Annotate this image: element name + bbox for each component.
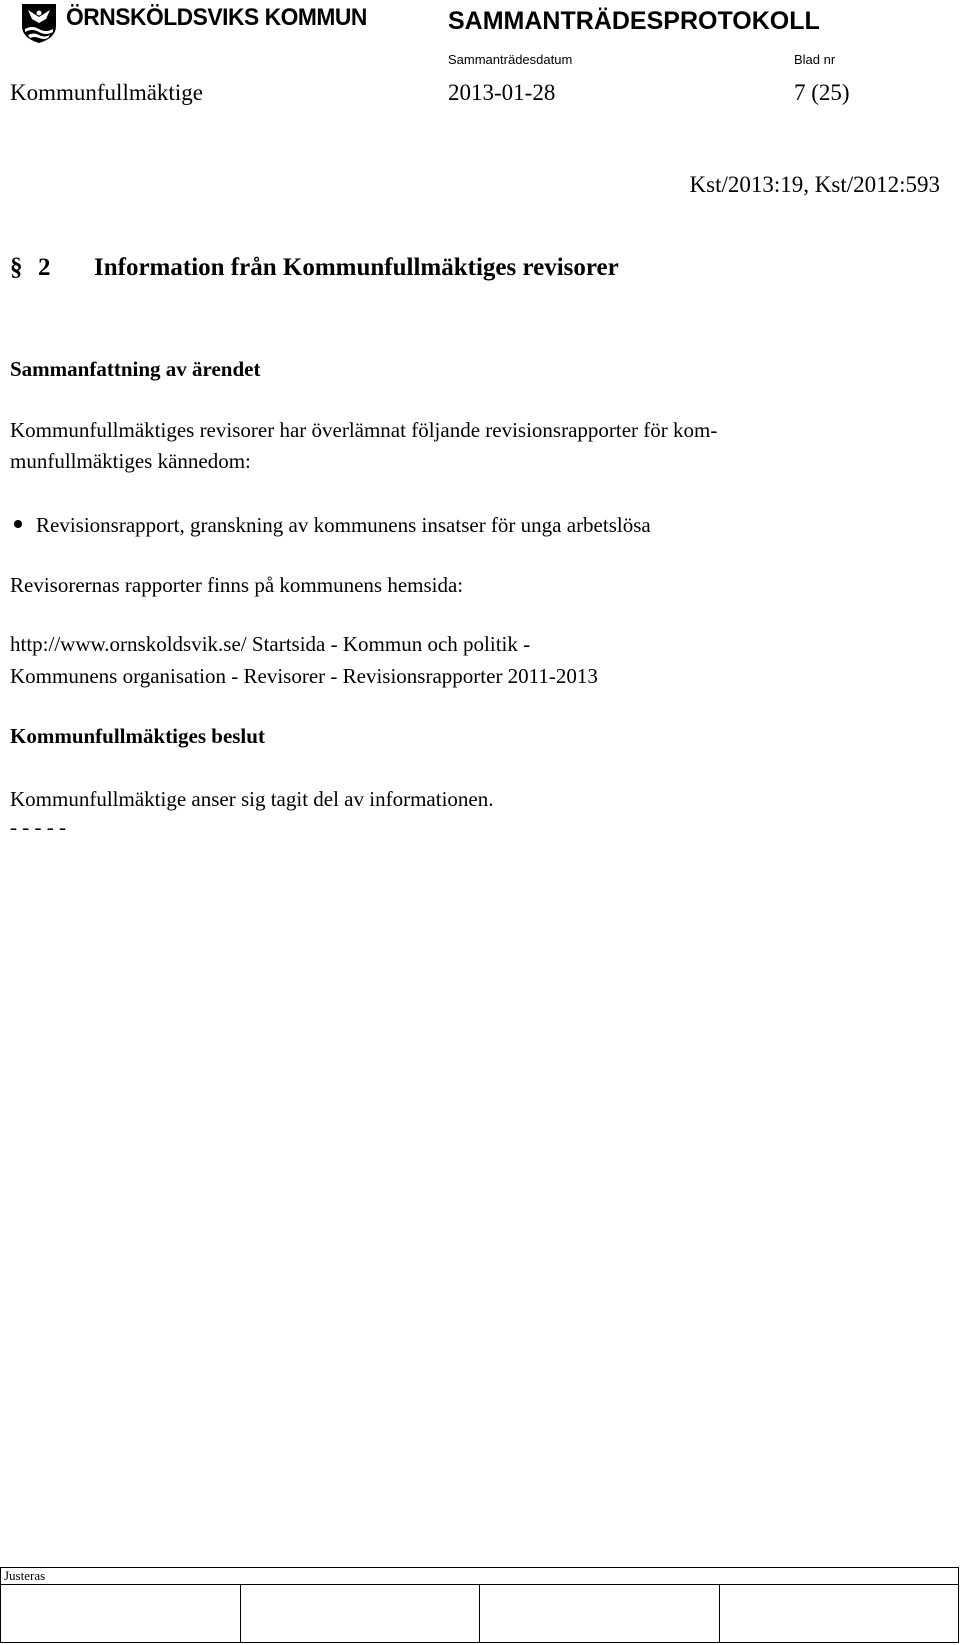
organization-name: ÖRNSKÖLDSVIKS KOMMUN: [66, 4, 367, 31]
signature-table: [0, 1567, 959, 1643]
page-number: 7 (25): [794, 80, 850, 105]
section-title-text: Information från Kommunfullmäktiges revisorer: [94, 254, 619, 281]
signature-field-1: [1, 1585, 241, 1643]
decision-heading: Kommunfullmäktiges beslut: [10, 724, 265, 748]
summary-paragraph-line-1: Kommunfullmäktiges revisorer har överlämnat följande revisionsrapporter för kom-: [10, 418, 718, 442]
bullet-icon: [14, 520, 22, 528]
signature-field-2: [240, 1585, 480, 1643]
summary-heading: Sammanfattning av ärendet: [10, 357, 261, 381]
list-item-text: Revisionsrapport, granskning av kommunens insatser för unga arbetslösa: [36, 513, 651, 537]
page-number-label: Blad nr: [794, 52, 836, 67]
section-title: [10, 254, 619, 282]
section-symbol: §: [10, 254, 23, 281]
list-item: [14, 513, 651, 538]
section-number: 2: [38, 254, 51, 281]
municipal-coat-of-arms-logo: [20, 2, 58, 44]
summary-paragraph-line-2: munfullmäktiges kännedom:: [10, 449, 251, 473]
committee-name: Kommunfullmäktige: [10, 80, 203, 105]
meeting-date-label: Sammanträdesdatum: [448, 52, 573, 67]
meeting-date: 2013-01-28: [448, 80, 556, 105]
decision-text: Kommunfullmäktige anser sig tagit del av informationen.: [10, 787, 494, 811]
signature-field-3: [480, 1585, 720, 1643]
website-intro: Revisorernas rapporter finns på kommunens hemsida:: [10, 573, 464, 597]
document-type-title: SAMMANTRÄDESPROTOKOLL: [448, 7, 820, 35]
justeras-label: Justeras: [1, 1568, 959, 1585]
case-reference: Kst/2013:19, Kst/2012:593: [689, 172, 940, 197]
website-path-line-2: Kommunens organisation - Revisorer - Revisionsrapporter 2011-2013: [10, 664, 598, 688]
end-separator: - - - - -: [10, 815, 66, 839]
website-path-line-1: http://www.ornskoldsvik.se/ Startsida - Kommun och politik -: [10, 632, 531, 656]
signature-field-4: [719, 1585, 959, 1643]
